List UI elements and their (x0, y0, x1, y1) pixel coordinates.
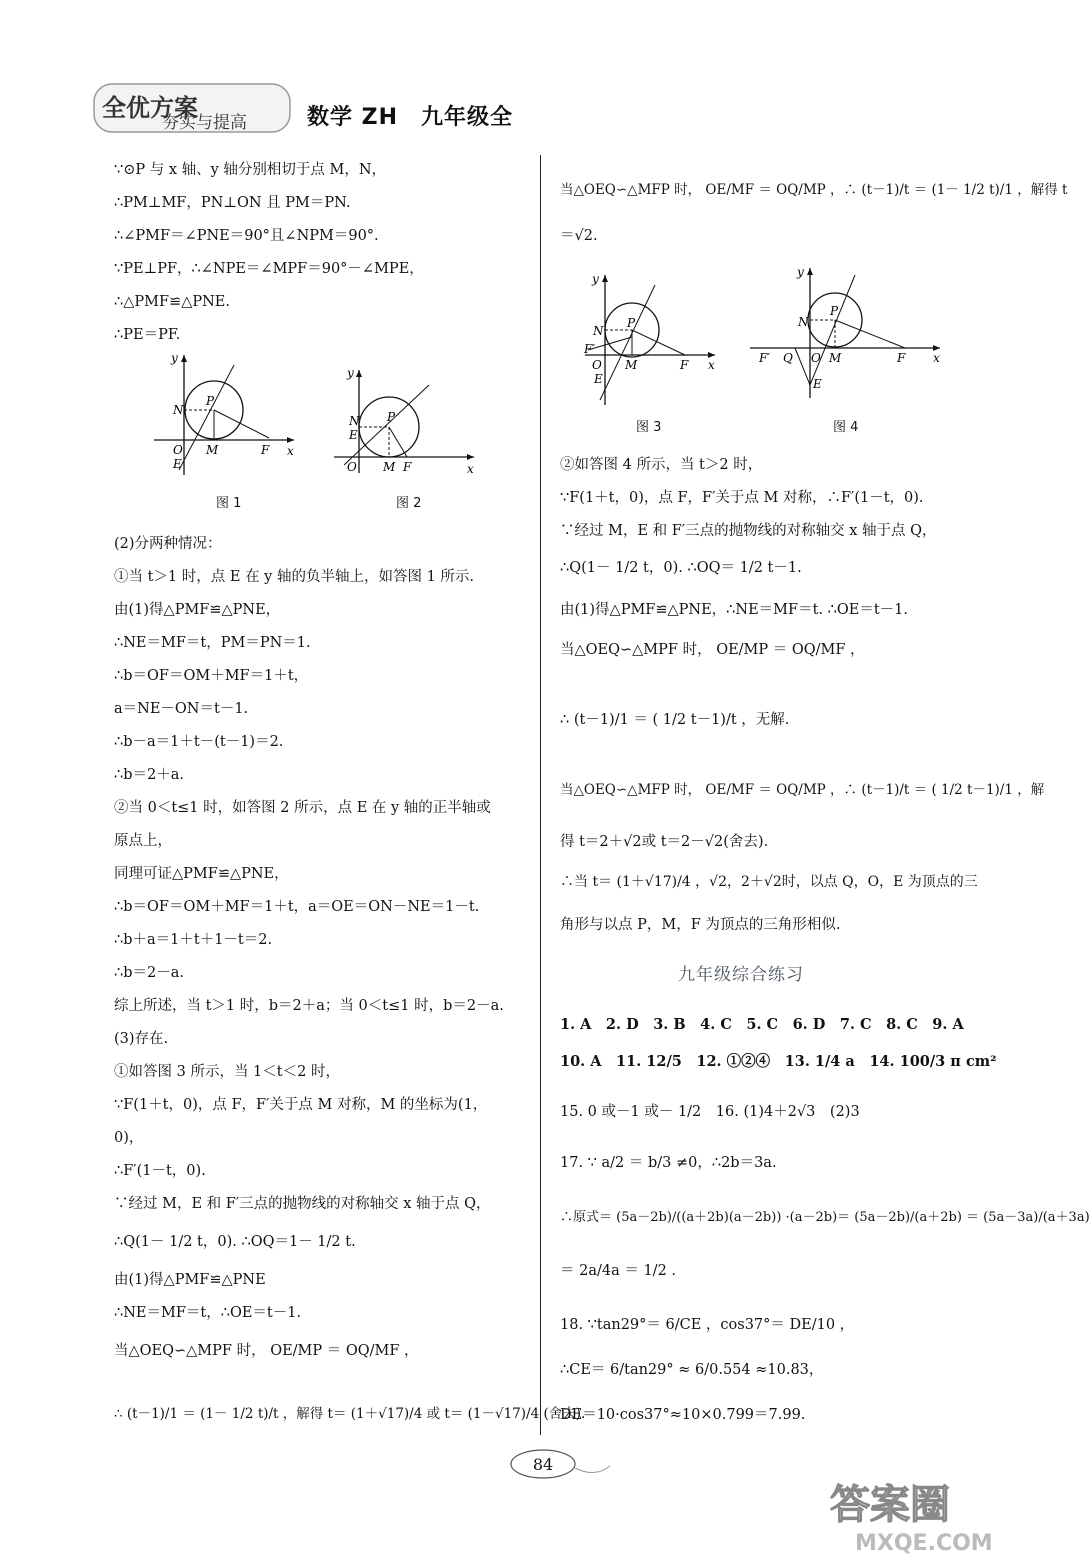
svg-text:M: M (829, 351, 842, 365)
text-line: 当△OEQ∽△MPF 时， OE/MP ＝ OQ/MF ， (114, 1343, 419, 1359)
page-title: 数学 ZH 九年级全 (307, 105, 514, 130)
svg-text:P: P (830, 304, 839, 318)
text-line: 综上所述，当 t＞1 时，b＝2＋a；当 0＜t≤1 时，b＝2－a. (114, 998, 504, 1014)
text-line: ∴△PMF≌△PNE. (114, 294, 230, 310)
svg-text:O: O (347, 460, 357, 474)
answer-line: ∴原式＝ (5a－2b)/((a＋2b)(a－2b)) ·(a－2b)＝ (5a－2b)/(a＋2b) ＝ (5a－3a)/(a＋3a) (560, 1210, 1090, 1225)
svg-text:F: F (897, 351, 906, 365)
text-line: (3)存在. (114, 1031, 169, 1047)
figure-1-diagram (149, 350, 299, 480)
svg-text:F′: F′ (759, 351, 771, 365)
text-line: 当△OEQ∽△MFP 时， OE/MF ＝ OQ/MP ，∴ (t－1)/t ＝ (1－ 1/2 t)/1 ，解得 t (560, 182, 1068, 198)
page-header (92, 80, 992, 140)
svg-text:P: P (627, 316, 636, 330)
answer-line: ＝ 2a/4a ＝ 1/2 . (560, 1263, 677, 1279)
text-line: 由(1)得△PMF≌△PNE，∴NE＝MF＝t. ∴OE＝t－1. (560, 602, 908, 618)
svg-text:Q: Q (783, 351, 793, 365)
svg-text:E: E (594, 372, 603, 386)
text-line: ∵F(1＋t，0)，点 F，F′关于点 M 对称，M 的坐标为(1， (114, 1097, 488, 1113)
text-line: ∴F′(1－t，0). (114, 1163, 206, 1179)
text-line: ∴b＝OF＝OM＋MF＝1＋t，a＝OE＝ON－NE＝1－t. (114, 899, 480, 915)
svg-text:N: N (173, 403, 184, 417)
text-line: 由(1)得△PMF≌△PNE (114, 1272, 266, 1288)
watermark-logo (820, 1468, 1010, 1558)
text-line: ∴ (t－1)/1 ＝ ( 1/2 t－1)/t ，无解. (560, 712, 790, 728)
text-line: ∴当 t＝ (1＋√17)/4 ，√2，2＋√2时，以点 Q，O，E 为顶点的三 (560, 874, 978, 890)
text-line: 当△OEQ∽△MFP 时， OE/MF ＝ OQ/MP ，∴ (t－1)/t ＝ ( 1/2 t－1)/1 ，解 (560, 782, 1045, 798)
svg-text:F: F (403, 460, 412, 474)
svg-text:O: O (592, 358, 602, 372)
svg-text:N: N (349, 414, 360, 428)
text-line: ∴NE＝MF＝t，∴OE＝t－1. (114, 1305, 302, 1321)
answer-line: 18. ∵tan29°＝ 6/CE ，cos37°＝ DE/10 ， (560, 1317, 855, 1333)
text-line: ①当 t＞1 时，点 E 在 y 轴的负半轴上，如答图 1 所示. (114, 569, 475, 585)
text-line: ∴ (t－1)/1 ＝ (1－ 1/2 t)/t ，解得 t＝ (1＋√17)/4 或 t＝ (1－√17)/4 (舍去). (114, 1406, 586, 1422)
svg-text:E: E (173, 457, 182, 471)
logo-text-2: 夯实与提高 (162, 113, 247, 133)
text-line: ∴∠PMF＝∠PNE＝90°且∠NPM＝90°. (114, 228, 379, 244)
book-logo (92, 80, 292, 136)
text-line: 同理可证△PMF≌△PNE， (114, 866, 289, 882)
svg-text:答案圈: 答案圈 (830, 1482, 950, 1528)
svg-text:F: F (680, 358, 689, 372)
svg-text:MXQE.COM: MXQE.COM (855, 1531, 993, 1556)
answer-line: DE＝10·cos37°≈10×0.799＝7.99. (560, 1407, 806, 1423)
answer-line: 17. ∵ a/2 ＝ b/3 ≠0，∴2b＝3a. (560, 1155, 777, 1171)
answer-line: ∴CE＝ 6/tan29° ≈ 6/0.554 ≈10.83， (560, 1362, 824, 1378)
svg-text:P: P (387, 410, 396, 424)
svg-text:y: y (797, 265, 804, 279)
figure-4-diagram (745, 260, 945, 400)
text-line: ∵F(1＋t，0)，点 F，F′关于点 M 对称，∴F′(1－t，0). (560, 490, 924, 506)
page-number: 84 (532, 1455, 554, 1474)
svg-text:N: N (798, 315, 809, 329)
text-line: ∵经过 M，E 和 F′三点的抛物线的对称轴交 x 轴于点 Q， (560, 523, 937, 539)
svg-text:y: y (171, 351, 178, 365)
figure-2-diagram (329, 365, 479, 475)
text-line: (2)分两种情况： (114, 536, 222, 552)
svg-text:x: x (467, 462, 474, 476)
text-line: ∴PM⊥MF，PN⊥ON 且 PM＝PN. (114, 195, 351, 211)
text-line: ∴b＝2＋a. (114, 767, 184, 783)
svg-text:x: x (708, 358, 715, 372)
text-line: 角形与以点 P，M，F 为顶点的三角形相似. (560, 917, 841, 933)
svg-text:y: y (347, 366, 354, 380)
text-line: 当△OEQ∽△MPF 时， OE/MP ＝ OQ/MF ， (560, 642, 865, 658)
text-line: ②如答图 4 所示，当 t＞2 时， (560, 457, 763, 473)
text-line: ∴Q(1－ 1/2 t，0). ∴OQ＝1－ 1/2 t. (114, 1234, 356, 1250)
figure-3-diagram (580, 265, 720, 410)
text-line: ∴Q(1－ 1/2 t，0). ∴OQ＝ 1/2 t－1. (560, 560, 802, 576)
svg-text:E: E (813, 377, 822, 391)
text-line: 由(1)得△PMF≌△PNE， (114, 602, 281, 618)
text-line: ∴b－a＝1＋t－(t－1)＝2. (114, 734, 284, 750)
logo-text-1: 全优方案 (102, 94, 198, 122)
text-line: 0)， (114, 1130, 144, 1146)
text-line: ∴PE＝PF. (114, 327, 181, 343)
text-line: 得 t＝2＋√2或 t＝2－√2(舍去). (560, 834, 769, 850)
text-line: ∴b＋a＝1＋t＋1－t＝2. (114, 932, 273, 948)
column-divider (540, 155, 541, 1435)
text-line: ∵⊙P 与 x 轴、y 轴分别相切于点 M，N， (114, 162, 387, 178)
figure-1-caption: 图 1 (216, 496, 242, 511)
svg-text:E: E (349, 428, 358, 442)
svg-text:O: O (173, 443, 183, 457)
svg-text:M: M (383, 460, 396, 474)
text-line: a＝NE－ON＝t－1. (114, 701, 249, 717)
section-title: 九年级综合练习 (678, 965, 804, 985)
answer-line: 15. 0 或－1 或－ 1/2 16. (1)4＋2√3 (2)3 (560, 1104, 860, 1120)
text-line: ∴b＝OF＝OM＋MF＝1＋t， (114, 668, 309, 684)
figure-3-caption: 图 3 (636, 420, 662, 435)
answer-line: 1. A 2. D 3. B 4. C 5. C 6. D 7. C 8. C 9. A (560, 1016, 964, 1033)
text-line: ∴b＝2－a. (114, 965, 184, 981)
text-line: ∵经过 M，E 和 F′三点的抛物线的对称轴交 x 轴于点 Q， (114, 1196, 491, 1212)
text-line: ∴NE＝MF＝t，PM＝PN＝1. (114, 635, 311, 651)
text-line: ②当 0＜t≤1 时，如答图 2 所示，点 E 在 y 轴的正半轴或 (114, 800, 491, 816)
answer-line: 10. A 11. 12/5 12. ①②④ 13. 1/4 a 14. 100/3 π cm² (560, 1053, 997, 1070)
text-line: ∵PE⊥PF，∴∠NPE＝∠MPF＝90°－∠MPE， (114, 261, 424, 277)
svg-text:P: P (206, 394, 215, 408)
svg-text:F′: F′ (584, 342, 596, 356)
svg-text:x: x (933, 351, 940, 365)
text-line: ①如答图 3 所示，当 1＜t＜2 时， (114, 1064, 340, 1080)
svg-text:O: O (811, 351, 821, 365)
text-line: 原点上， (114, 833, 172, 849)
svg-text:y: y (592, 272, 599, 286)
svg-text:M: M (206, 443, 219, 457)
svg-text:M: M (625, 358, 638, 372)
svg-text:F: F (261, 443, 270, 457)
figure-4-caption: 图 4 (833, 420, 859, 435)
svg-text:x: x (287, 444, 294, 458)
text-line: ＝√2. (560, 228, 598, 244)
svg-text:N: N (593, 324, 604, 338)
figure-2-caption: 图 2 (396, 496, 422, 511)
